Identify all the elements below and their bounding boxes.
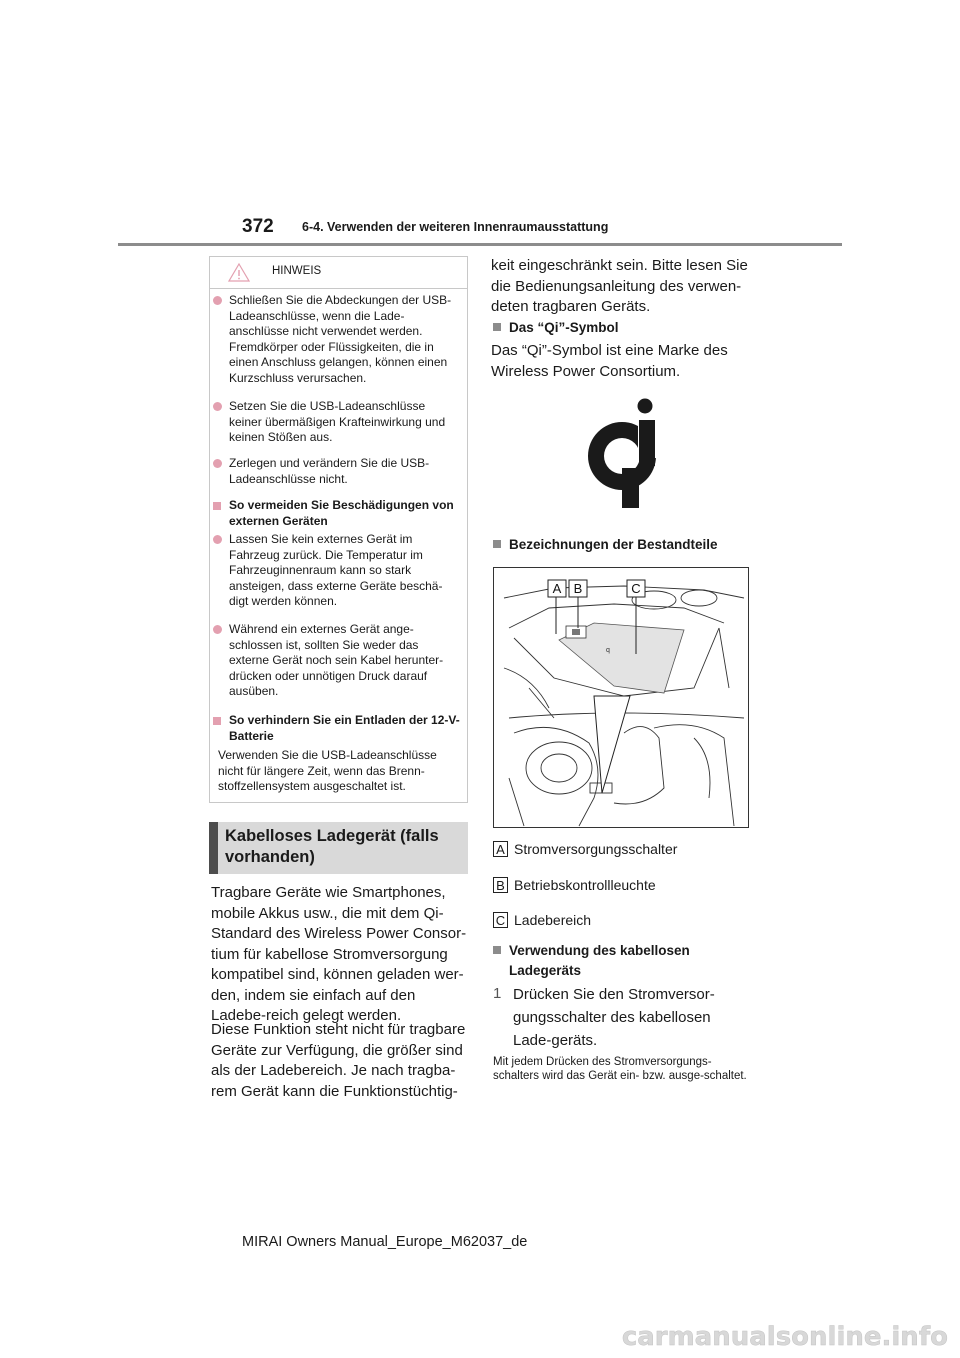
notice-item-text: Während ein externes Gerät ange-schlossen ist, sollten Sie weder das externe Gerät noch sein Kabel herunter-drücken oder unnötigen Druck darauf ausüben. [229,622,444,698]
diagram-label-b: B [573,581,583,596]
section-heading-bar [209,822,468,874]
usage-subheading [493,941,743,981]
parts-subheading [493,535,718,555]
notice-item-text: Setzen Sie die USB-Ladeanschlüsse keiner übermäßigen Krafteinwirkung und keinen Stößen aus. [229,399,446,444]
step-note: Mit jedem Drücken des Stromversorgungs-schalters wird das Gerät ein- bzw. ausge-schaltet. [493,1056,747,1082]
section-title: 6-4. Verwenden der weiteren Innenraumausstattung [302,220,609,234]
body-paragraph: keit eingeschränkt sein. Bitte lesen Sie die Bedienungsanleitung des verwen-deten tragbaren Geräts. [491,257,748,315]
qi-subheading [493,318,619,338]
body-paragraph: Diese Funktion steht nicht für tragbare Geräte zur Verfügung, die größer sind als der Ladebereich. Je nach tragba-rem Gerät kann die Funktionstüchtig- [211,1021,466,1100]
square-bullet-icon [493,946,501,954]
legend-text-c: Ladebereich [514,912,592,928]
square-bullet-icon [213,717,221,725]
warning-triangle-icon [228,263,250,282]
heading-accent [209,822,218,874]
notice-box [209,256,468,803]
legend-box-b: B [493,877,508,893]
svg-text:carmanualsonline.info: carmanualsonline.info [621,1322,948,1352]
legend-box-c: C [493,912,508,928]
watermark-logo [590,1315,950,1355]
bullet-icon [213,402,222,411]
bullet-icon [213,625,222,634]
notice-header [210,257,467,289]
parts-subheading-text: Bezeichnungen der Bestandteile [509,537,718,552]
parts-diagram [493,567,749,828]
square-bullet-icon [213,502,221,510]
page-number: 372 [242,216,274,237]
notice-plain-text: Verwenden Sie die USB-Ladeanschlüsse nicht für längere Zeit, wenn das Brenn-stoffzellensystem ausgeschaltet ist. [218,748,437,793]
notice-item-text: Schließen Sie die Abdeckungen der USB-Ladeanschlüsse, wenn die Lade-anschlüsse nicht verwendet werden. Fremdkörper oder Flüssigkeiten, die in einen Anschluss gelangen, können einen Kurzschluss verursachen. [229,293,452,385]
header-rule [118,243,842,246]
qi-subheading-text: Das “Qi”-Symbol [509,320,619,335]
legend-box-a: A [493,841,508,857]
diagram-label-a: A [552,581,562,596]
qi-description: Das “Qi”-Symbol ist eine Marke des Wireless Power Consortium. [491,342,728,380]
notice-subsection-title: So verhindern Sie ein Entladen der 12-V-Batterie [229,713,460,743]
step-number: 1 [493,985,502,1002]
usage-subheading-text: Verwendung des kabellosen Ladegeräts [509,943,690,978]
notice-item-text: Zerlegen und verändern Sie die USB-Ladeanschlüsse nicht. [229,456,430,486]
svg-text:q: q [606,647,610,654]
console-illustration [494,568,749,828]
notice-title: HINWEIS [272,265,322,277]
legend-text-b: Betriebskontrollleuchte [514,877,656,893]
bullet-icon [213,535,222,544]
footer-text: MIRAI Owners Manual_Europe_M62037_de [242,1234,528,1250]
qi-logo-icon [582,398,662,510]
body-paragraph: Tragbare Geräte wie Smartphones, mobile Akkus usw., die mit dem Qi-Standard des Wireless Power Consor-tium für kabellose Stromversorgung kompatibel sind, können geladen wer-den, indem sie einfach auf den Ladebe-reich gelegt werden. [211,884,467,1024]
step-text: Drücken Sie den Stromversor-gungsschalter des kabellosen Lade-geräts. [513,986,715,1049]
bullet-icon [213,459,222,468]
square-bullet-icon [493,323,501,331]
section-heading: Kabelloses Ladegerät (falls vorhanden) [225,827,439,866]
square-bullet-icon [493,540,501,548]
bullet-icon [213,296,222,305]
legend-text-a: Stromversorgungsschalter [514,841,678,857]
notice-subsection-title: So vermeiden Sie Beschädigungen von externen Geräten [229,498,454,528]
diagram-callouts [548,580,645,597]
diagram-label-c: C [631,581,641,596]
notice-item-text: Lassen Sie kein externes Gerät im Fahrzeug zurück. Die Temperatur im Fahrzeuginnenraum kann so stark ansteigen, dass externe Geräte beschä-digt werden können. [229,532,443,608]
